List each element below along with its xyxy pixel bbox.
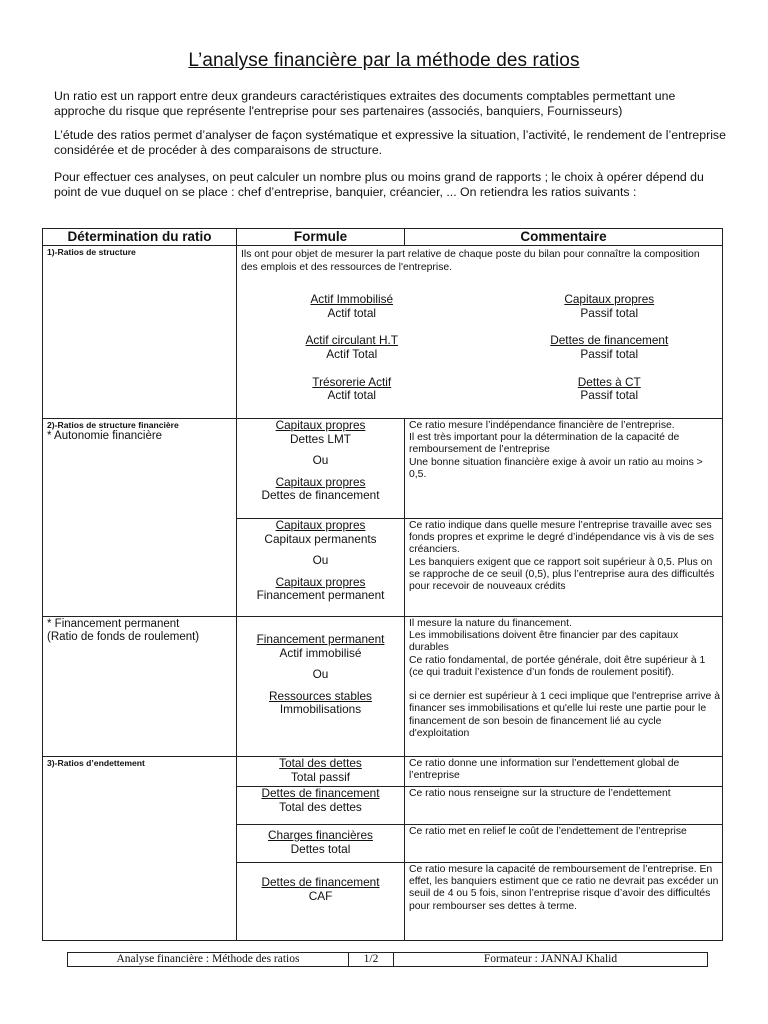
intro-paragraph-3: Pour effectuer ces analyses, on peut calculer un nombre plus ou moins grand de rapports ; le choix à opérer dépend du point de vue duquel on se place : chef d’entreprise, banquier, créancier, ... On retiendra les ratios suivants : <box>54 170 704 199</box>
intro-paragraph-2: L’étude des ratios permet d’analyser de façon systématique et expressive la situation, l’activité, le rendement de l’entreprise considérée et de procéder à des comparaisons de structure. <box>54 128 726 157</box>
footer-document-title: Analyse financière : Méthode des ratios <box>68 953 349 967</box>
structure-formulas <box>241 293 718 403</box>
or-label: Ou <box>312 453 329 468</box>
formula: Actif Immobilisé Actif total <box>310 292 394 320</box>
formula-cell <box>237 787 405 825</box>
comment-cell: Il mesure la nature du financement. Les immobilisations doivent être financier par des capitaux durables Ce ratio fondamental, de portée générale, doit être supérieur à 1 (ce qui traduit l’existence d’un fonds de roulement positif). si ce dernier est supérieur à 1 ceci implique que l'entreprise arrive à financer ses immobilisations et qu'elle lui reste une partie pour le financement de son besoin de financement lié au cycle d'exploitation <box>405 617 723 757</box>
formula-cell <box>237 825 405 863</box>
section-label: 1)-Ratios de structure <box>43 246 237 419</box>
section-intro: Ils ont pour objet de mesurer la part relative de chaque poste du bilan pour connaître la composition des emplois et des ressources de l'entreprise. <box>241 249 700 273</box>
formula: Financement permanent Actif immobilisé <box>256 632 385 660</box>
header-formule: Formule <box>237 229 405 246</box>
formula-column-right <box>461 293 719 403</box>
or-label: Ou <box>312 667 329 682</box>
comment-cell: Ce ratio mesure la capacité de remboursement de l’entreprise. En effet, les banquiers estiment que ce ratio ne devrait pas excéder un seuil de 4 ou 5 fois, sinon l’entreprise risque d’avoir des difficultés pour rembourser ses dettes à terme. <box>405 863 723 941</box>
section-label <box>43 617 237 757</box>
table-header-row <box>43 229 723 246</box>
table-row <box>43 617 723 757</box>
formula-cell <box>237 419 405 519</box>
formula: Capitaux propres Financement permanent <box>256 574 385 603</box>
section-label: 2)-Ratios de structure financière * Autonomie financière <box>43 419 237 617</box>
formula: Charges financières Dettes total <box>268 828 373 856</box>
header-commentaire: Commentaire <box>405 229 723 246</box>
formula: Dettes de financement Total des dettes <box>261 786 380 814</box>
intro-paragraph-1: Un ratio est un rapport entre deux grandeurs caractéristiques extraites des documents comptables permettant une approche du risque que représente l'entreprise pour ses partenaires (associés, banquiers, Fournisseurs) <box>54 89 676 118</box>
formula: Actif circulant H.T Actif Total <box>305 333 398 361</box>
formula: Capitaux propres Capitaux permanents <box>264 518 377 546</box>
formula: Dettes de financement Passif total <box>550 333 669 361</box>
formula-cell <box>237 757 405 787</box>
formula: Capitaux propres Dettes de financement <box>261 474 380 503</box>
formula: Dettes de financement CAF <box>261 875 380 903</box>
comment-cell: Ce ratio indique dans quelle mesure l’entreprise travaille avec ses fonds propres et exprime le degré d’indépendance vis à vis de ses créanciers. Les banquiers exigent que ce rapport soit supérieur à 0,5. Plus on se rapproche de ce seuil (0,5), plus l’entreprise aura des difficultés pour recevoir de nouveaux crédits <box>405 519 723 617</box>
section-label: 3)-Ratios d’endettement <box>43 757 237 941</box>
or-label: Ou <box>312 553 329 568</box>
table-row <box>43 419 723 519</box>
table-row <box>43 757 723 787</box>
ratios-table <box>42 228 723 941</box>
formula: Trésorerie Actif Actif total <box>312 374 392 403</box>
comment-cell: Ce ratio met en relief le coût de l’endettement de l’entreprise <box>405 825 723 863</box>
comment-cell: Ce ratio nous renseigne sur la structure de l’endettement <box>405 787 723 825</box>
formula-cell <box>237 863 405 941</box>
formula: Ressources stables Immobilisations <box>269 688 372 717</box>
page-footer <box>67 952 708 967</box>
formula: Dettes à CT Passif total <box>577 374 641 403</box>
header-determination: Détermination du ratio <box>43 229 237 246</box>
formula-cell <box>237 617 405 757</box>
formula: Capitaux propres Passif total <box>564 292 655 320</box>
formula-cell <box>237 519 405 617</box>
document-title: L’analyse financière par la méthode des ratios <box>188 50 580 71</box>
comment-cell: Ce ratio mesure l’indépendance financière de l’entreprise. Il est très important pour la détermination de la capacité de remboursement de l’entreprise Une bonne situation financière exige à avoir un ratio au moins > 0,5. <box>405 419 723 519</box>
formula: Total des dettes Total passif <box>279 756 362 784</box>
structure-ratios-cell <box>237 246 723 419</box>
sub-label: * Financement permanent <box>47 618 180 630</box>
sub-label: * Autonomie financière <box>47 430 163 442</box>
footer-page-number: 1/2 <box>349 953 394 967</box>
formula-column-left <box>241 293 461 403</box>
sub-label: (Ratio de fonds de roulement) <box>47 631 200 643</box>
formula: Capitaux propres Dettes LMT <box>275 418 366 446</box>
table-row <box>43 246 723 419</box>
comment-cell: Ce ratio donne une information sur l’endettement global de l’entreprise <box>405 757 723 787</box>
footer-author: Formateur : JANNAJ Khalid <box>394 953 708 967</box>
